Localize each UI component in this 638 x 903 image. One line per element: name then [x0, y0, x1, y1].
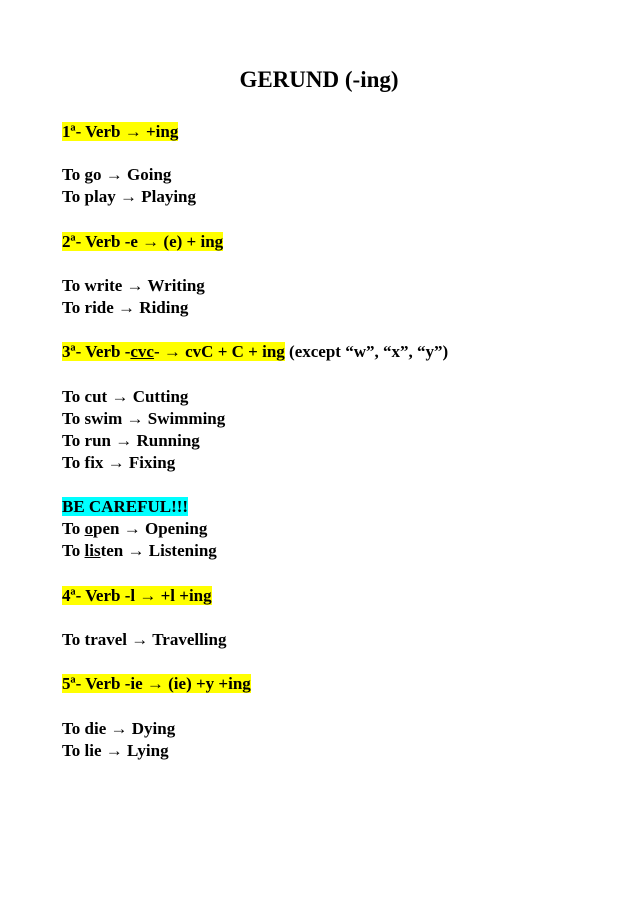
careful-example-1: [62, 519, 207, 539]
page-title: GERUND (-ing): [239, 67, 399, 92]
rule-2-example-2: To ride → Riding: [62, 298, 189, 317]
rule-3-heading-post: - → cvC + C + ing: [153, 342, 285, 361]
rule-5-heading-text: 5ª- Verb -ie → (ie) +y +ing: [62, 674, 251, 693]
rule-3-example-3: To run → Running: [62, 431, 200, 450]
rule-2-heading-text: 2ª- Verb -e → (e) + ing: [62, 232, 224, 251]
rule-1-heading: [62, 122, 178, 142]
rule-2-example-1: To write → Writing: [62, 276, 205, 295]
careful-example-1-underlined: o: [84, 519, 94, 538]
rule-3-heading-note: (except “w”, “x”, “y”): [284, 342, 449, 361]
careful-example-2-underlined: lis: [84, 541, 101, 560]
careful-label: BE CAREFUL!!!: [62, 497, 189, 516]
rule-5-heading: [62, 674, 251, 694]
rule-5-example-1: To die → Dying: [62, 719, 176, 738]
rule-4-heading: [62, 586, 212, 606]
rule-4-heading-text: 4ª- Verb -l → +l +ing: [62, 586, 212, 605]
rule-3-heading-pre: 3ª- Verb -: [62, 342, 131, 361]
careful-example-1-pre: To: [62, 519, 85, 538]
careful-example-2-post: ten → Listening: [100, 541, 217, 560]
rule-1-heading-text: 1ª- Verb → +ing: [62, 122, 179, 141]
rule-3-example-1: To cut → Cutting: [62, 387, 189, 406]
rule-3-heading-underlined: cvc: [130, 342, 154, 361]
rule-5-example-2: To lie → Lying: [62, 741, 169, 760]
rule-3-example-2: To swim → Swimming: [62, 409, 226, 428]
careful-example-1-post: pen → Opening: [93, 519, 208, 538]
careful-example-2: [62, 541, 217, 561]
rule-2-heading: [62, 232, 223, 252]
rule-3-example-4: To fix → Fixing: [62, 453, 176, 472]
rule-1-example-2: To play → Playing: [62, 187, 196, 206]
rule-1-example-1: To go → Going: [62, 165, 172, 184]
rule-4-example-1: To travel → Travelling: [62, 630, 227, 649]
rule-3-heading: [62, 342, 448, 362]
careful-example-2-pre: To: [62, 541, 85, 560]
rule-3-heading-highlight: [62, 342, 285, 361]
careful-heading: [62, 497, 188, 517]
